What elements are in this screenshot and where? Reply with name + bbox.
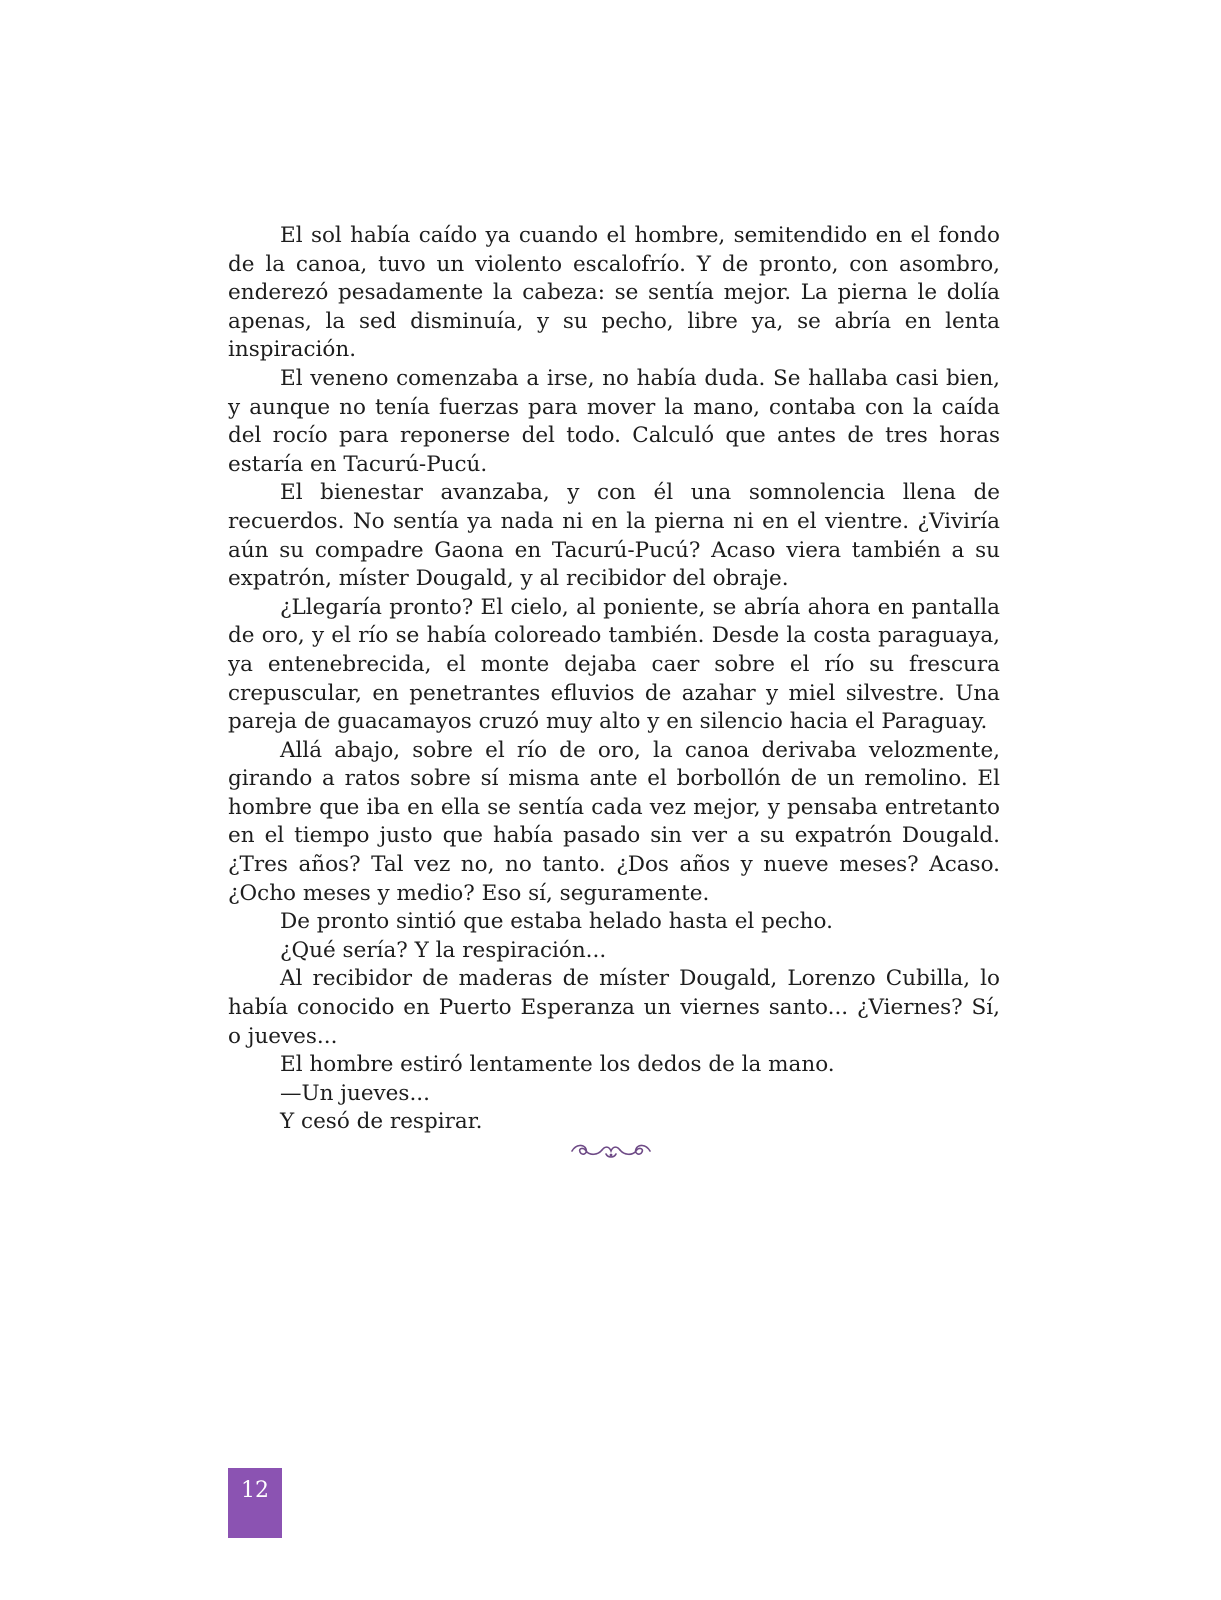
- paragraph-9: El hombre estiró lentamente los dedos de la mano.: [280, 1052, 835, 1078]
- page-number: 12: [241, 1478, 269, 1503]
- paragraph-3: El bienestar avanzaba, y con él una somnolencia llena de recuerdos. No sentía ya nada ni en la pierna ni en el vientre. ¿Viviría aún su compadre Gaona en Tacurú-Pucú? Acaso viera también a su expatrón, míster Dougald, y al recibidor del obraje.: [228, 480, 1000, 592]
- paragraph-11: Y cesó de respirar.: [280, 1109, 483, 1135]
- page-number-badge: [228, 1468, 282, 1538]
- story-text: [228, 222, 1000, 1137]
- paragraph-6: De pronto sintió que estaba helado hasta el pecho.: [280, 909, 833, 935]
- paragraph-4: ¿Llegaría pronto? El cielo, al poniente, se abría ahora en pantalla de oro, y el río se había coloreado también. Desde la costa paraguaya, ya entenebrecida, el monte dejaba caer sobre el río su frescura crepuscular, en penetrantes efluvios de azahar y miel silvestre. Una pareja de guacamayos cruzó muy alto y en silencio hacia el Paraguay.: [228, 594, 1000, 735]
- paragraph-8: Al recibidor de maderas de míster Dougald, Lorenzo Cubilla, lo había conocido en Puerto Esperanza un viernes santo... ¿Viernes? Sí, o jueves...: [228, 966, 1000, 1049]
- paragraph-5: Allá abajo, sobre el río de oro, la canoa derivaba velozmente, girando a ratos sobre sí misma ante el borbollón de un remolino. El hombre que iba en ella se sentía cada vez mejor, y pensaba entretanto en el tiempo justo que había pasado sin ver a su expatrón Dougald. ¿Tres años? Tal vez no, no tanto. ¿Dos años y nueve meses? Acaso. ¿Ocho meses y medio? Eso sí, seguramente.: [228, 737, 1000, 906]
- paragraph-10: —Un jueves...: [280, 1080, 430, 1106]
- paragraph-7: ¿Qué sería? Y la respiración...: [280, 937, 607, 963]
- paragraph-2: El veneno comenzaba a irse, no había duda. Se hallaba casi bien, y aunque no tenía fuerzas para mover la mano, contaba con la caída del rocío para reponerse del todo. Calculó que antes de tres horas estaría en Tacurú-Pucú.: [228, 365, 1000, 477]
- paragraph-1: El sol había caído ya cuando el hombre, semitendido en el fondo de la canoa, tuvo un violento escalofrío. Y de pronto, con asombro, enderezó pesadamente la cabeza: se sentía mejor. La pierna le dolía apenas, la sed disminuía, y su pecho, libre ya, se abría en lenta inspiración.: [228, 223, 1000, 363]
- flourish-ornament-icon: [568, 1140, 654, 1162]
